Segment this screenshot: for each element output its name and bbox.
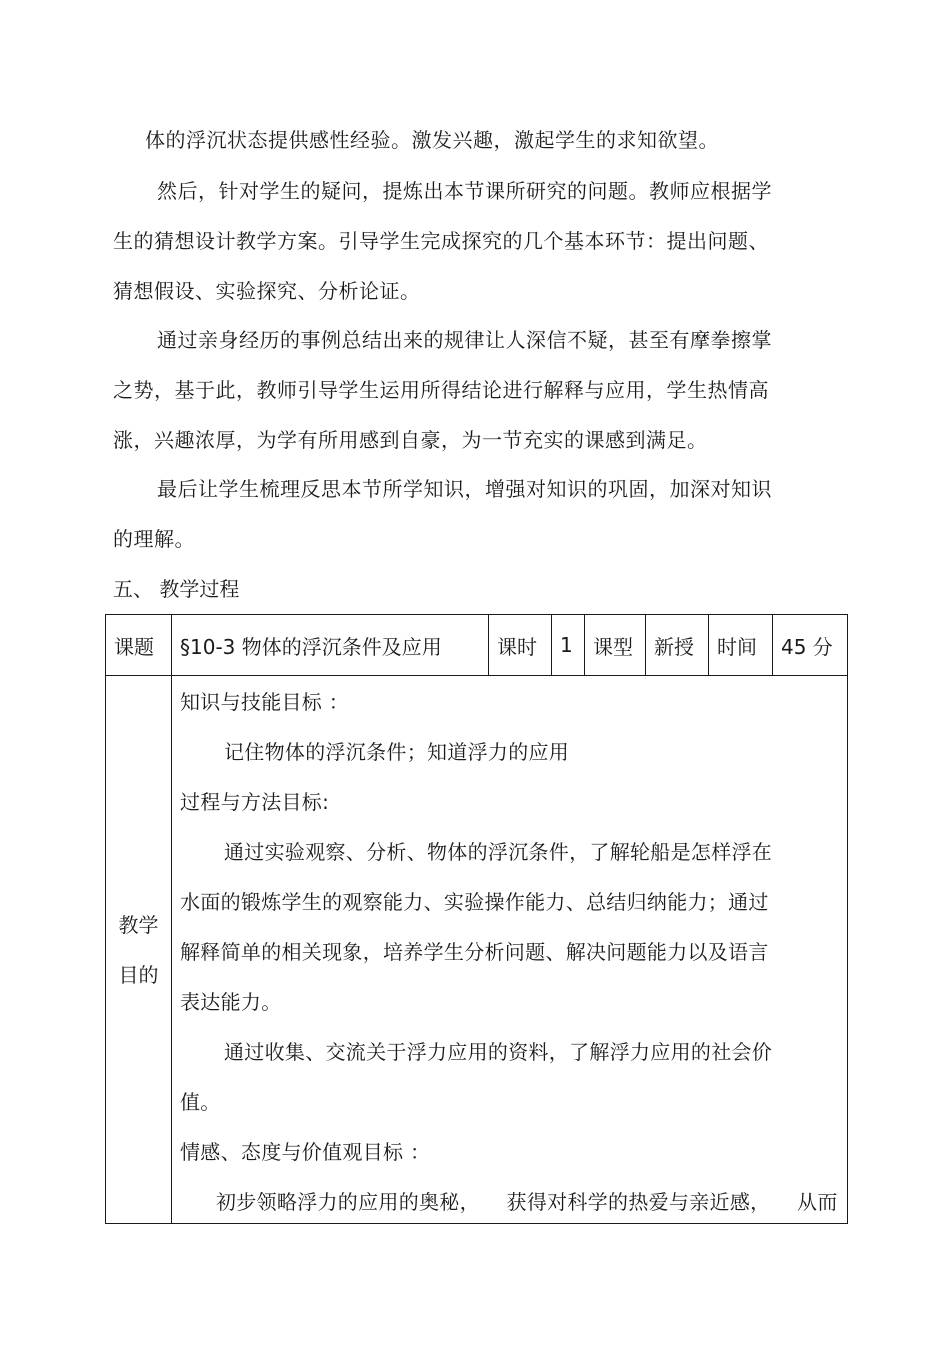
topic-value-cell xyxy=(172,615,489,676)
paragraph-line: 之势，基于此，教师引导学生运用所得结论进行解释与应用，学生热情高 xyxy=(113,378,769,402)
objective-line: 表达能力。 xyxy=(180,990,282,1014)
objective-line: 解释简单的相关现象，培养学生分析问题、解决问题能力以及语言 xyxy=(180,940,769,964)
topic-value: §10-3 物体的浮沉条件及应用 xyxy=(180,634,442,659)
paragraph-line: 生的猜想设计教学方案。引导学生完成探究的几个基本环节：提出问题、 xyxy=(113,229,769,253)
paragraph-line: 猜想假设、实验探究、分析论证。 xyxy=(113,279,421,303)
objective-line: 通过实验观察、分析、物体的浮沉条件，了解轮船是怎样浮在 xyxy=(224,840,773,864)
paragraph-line: 体的浮沉状态提供感性经验。激发兴趣，激起学生的求知欲望。 xyxy=(145,128,719,152)
objectives-label-line: 目的 xyxy=(118,962,159,987)
period-value-cell xyxy=(552,615,585,676)
period-label-cell xyxy=(489,615,552,676)
objective-line: 情感、态度与价值观目标 ： xyxy=(180,1140,431,1164)
time-value-cell xyxy=(773,615,848,676)
objective-line: 初步领略浮力的应用的奥秘， 获得对科学的热爱与亲近感， 从而 xyxy=(216,1190,838,1214)
objectives-label-line: 教学 xyxy=(118,912,159,937)
period-value: 1 xyxy=(560,633,573,657)
lesson-table xyxy=(105,614,848,1224)
section-heading: 五、 教学过程 xyxy=(113,577,240,601)
type-value: 新授 xyxy=(654,634,694,659)
time-value: 45 分 xyxy=(781,634,833,659)
type-label: 课型 xyxy=(593,634,633,659)
period-label: 课时 xyxy=(497,634,537,659)
objective-line: 值。 xyxy=(180,1090,221,1114)
time-label-cell xyxy=(709,615,773,676)
objective-line: 过程与方法目标: xyxy=(180,790,330,814)
type-value-cell xyxy=(646,615,709,676)
objectives-label xyxy=(106,900,171,1000)
paragraph-line: 然后，针对学生的疑问，提炼出本节课所研究的问题。教师应根据学 xyxy=(157,179,772,203)
objectives-label-cell xyxy=(106,676,172,1224)
type-label-cell xyxy=(585,615,646,676)
objective-line: 水面的锻炼学生的观察能力、实验操作能力、总结归纳能力；通过 xyxy=(180,890,769,914)
objectives-row xyxy=(106,676,848,1224)
paragraph-line: 涨，兴趣浓厚，为学有所用感到自豪，为一节充实的课感到满足。 xyxy=(113,428,708,452)
objectives-content-cell xyxy=(172,676,848,1224)
time-label: 时间 xyxy=(717,634,757,659)
table-header-row xyxy=(106,615,848,676)
topic-label: 课题 xyxy=(114,634,154,659)
objectives-content xyxy=(172,676,847,1223)
paragraph-line: 的理解。 xyxy=(113,527,195,551)
objective-line: 记住物体的浮沉条件；知道浮力的应用 xyxy=(224,740,570,764)
objective-line: 知识与技能目标 ： xyxy=(180,690,350,714)
paragraph-line: 通过亲身经历的事例总结出来的规律让人深信不疑，甚至有摩拳擦掌 xyxy=(157,328,772,352)
topic-label-cell xyxy=(106,615,172,676)
objective-line: 通过收集、交流关于浮力应用的资料，了解浮力应用的社会价 xyxy=(224,1040,773,1064)
paragraph-line: 最后让学生梳理反思本节所学知识，增强对知识的巩固，加深对知识 xyxy=(157,477,772,501)
